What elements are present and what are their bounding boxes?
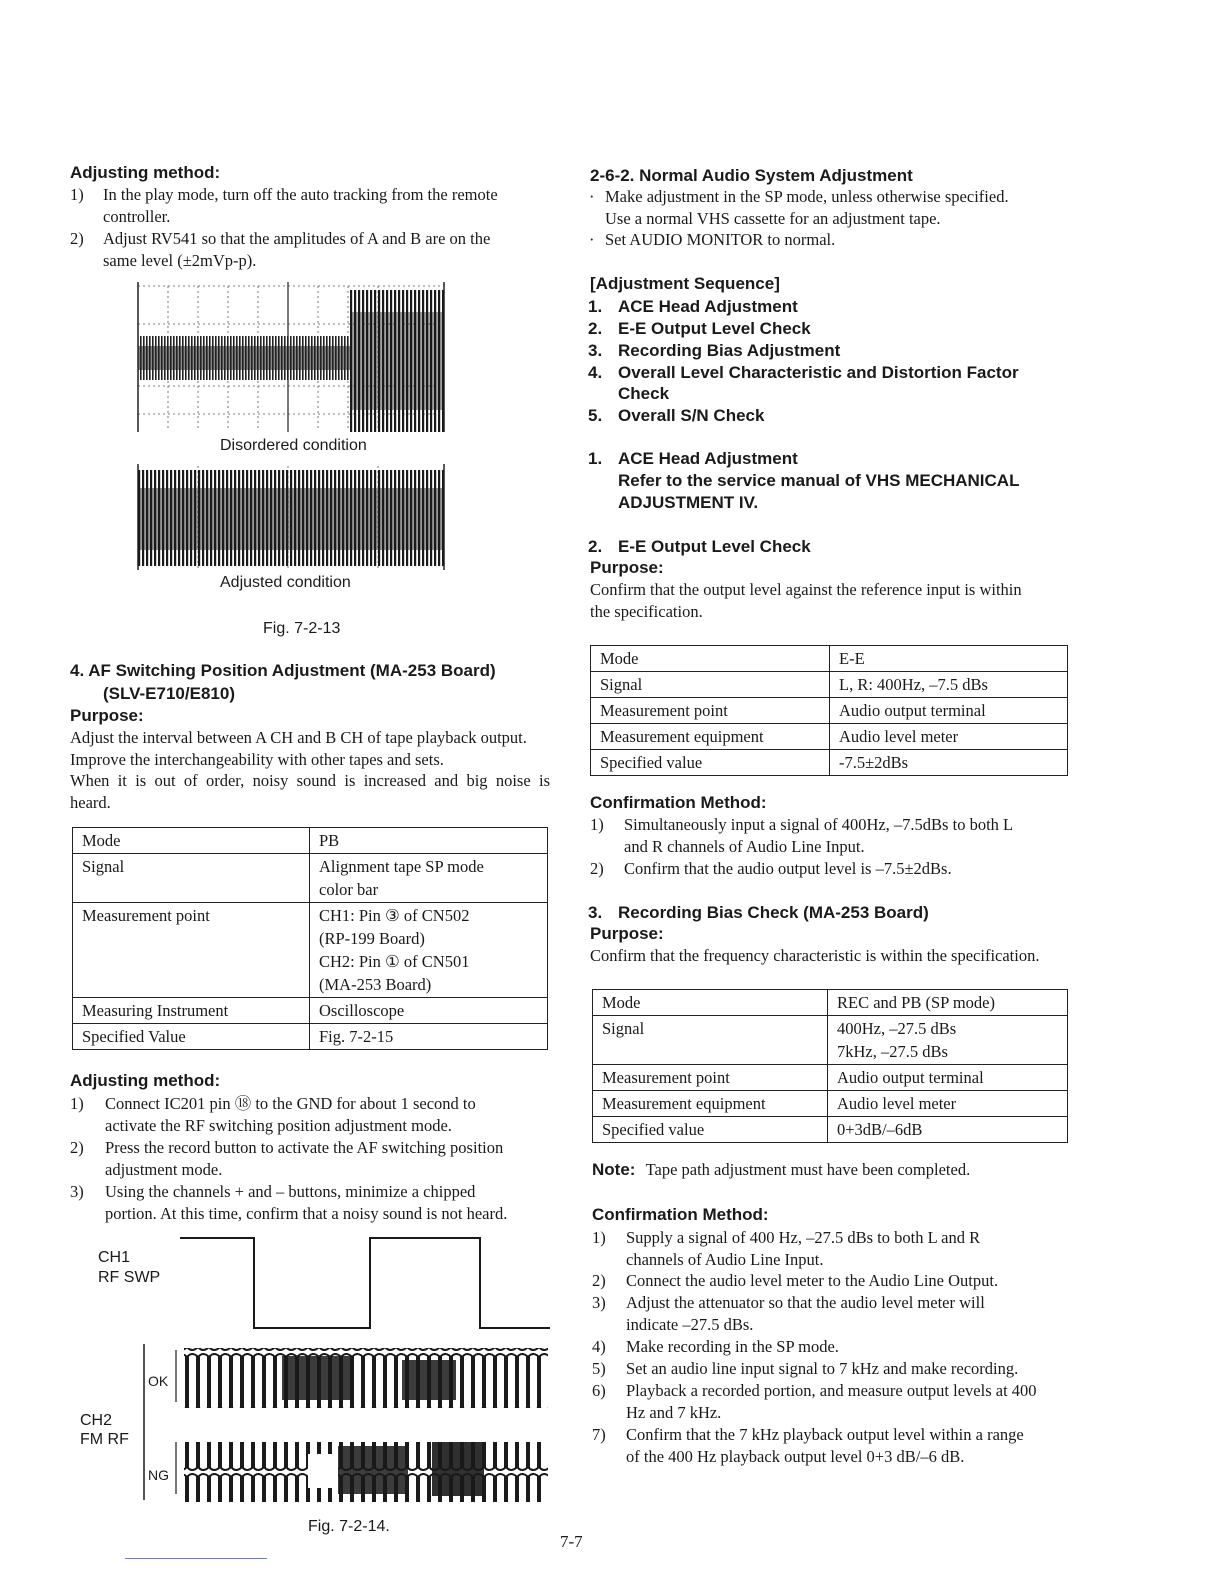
list-text: Simultaneously input a signal of 400Hz, –7.5dBs to both L: [624, 815, 1014, 834]
table-cell: Specified value: [593, 1117, 828, 1143]
list-number: 6): [592, 1381, 606, 1400]
list-number: 7): [592, 1425, 606, 1444]
adjusted-waveform: [134, 464, 448, 572]
cell-line: CH2: Pin ① of CN501: [319, 952, 470, 971]
cell-line: (MA-253 Board): [319, 975, 432, 994]
cell-line: (RP-199 Board): [319, 929, 425, 948]
table-cell: Audio level meter: [830, 724, 1068, 750]
table-row: [591, 672, 1068, 698]
fm-rf-label: FM RF: [80, 1431, 129, 1448]
af-switching-waveform: [132, 1232, 552, 1514]
table-cell: Measurement point: [591, 698, 830, 724]
cell-line: 7kHz, –27.5 dBs: [837, 1042, 948, 1061]
list-number: 2): [592, 1271, 606, 1290]
table-cell: Fig. 7-2-15: [310, 1024, 548, 1050]
table-cell: Audio output terminal: [828, 1065, 1068, 1091]
footer-rule: [125, 1558, 267, 1559]
table-cell: Measurement point: [593, 1065, 828, 1091]
purpose-text: [70, 727, 550, 813]
purpose-heading: Purpose:: [590, 558, 664, 577]
section-number: 1.: [588, 449, 603, 468]
ng-label: NG: [148, 1467, 169, 1483]
sequence-number: 1.: [588, 297, 603, 316]
table-cell: 0+3dB/–6dB: [828, 1117, 1068, 1143]
list-text: activate the RF switching position adjustment mode.: [105, 1115, 452, 1135]
table-row: [593, 1065, 1068, 1091]
disordered-label: Disordered condition: [220, 437, 367, 454]
table-cell: -7.5±2dBs: [830, 750, 1068, 776]
purpose-text: Confirm that the frequency characteristic is within the specification.: [590, 946, 1040, 965]
list-text: Press the record button to activate the AF switching position: [105, 1138, 504, 1157]
list-text: of the 400 Hz playback output level 0+3 dB/–6 dB.: [626, 1446, 965, 1466]
list-text: Make recording in the SP mode.: [626, 1337, 839, 1356]
list-text: In the play mode, turn off the auto tracking from the remote: [103, 185, 498, 204]
confirmation-heading: Confirmation Method:: [592, 1205, 769, 1224]
list-number: 2): [590, 859, 604, 878]
purpose-line: the specification.: [590, 601, 703, 621]
reference-text: Refer to the service manual of VHS MECHANICAL: [618, 471, 1020, 490]
note-item: [588, 186, 1068, 208]
ok-label: OK: [148, 1373, 169, 1389]
note-label: Note:: [592, 1160, 636, 1179]
list-text: Adjust RV541 so that the amplitudes of A and B are on the: [103, 229, 491, 248]
table-cell: [310, 854, 548, 903]
figure-caption: Fig. 7-2-14.: [308, 1518, 390, 1535]
table-cell: Oscilloscope: [310, 998, 548, 1024]
table-cell: REC and PB (SP mode): [828, 990, 1068, 1016]
sequence-number: 4.: [588, 363, 603, 382]
table-cell: Measurement point: [73, 903, 310, 998]
notes-list: [588, 186, 1068, 251]
reference-text: ADJUSTMENT IV.: [618, 493, 759, 512]
note-text: Use a normal VHS cassette for an adjustment tape.: [605, 208, 941, 228]
ee-spec-table: [590, 645, 1068, 776]
note-text: Set AUDIO MONITOR to normal.: [605, 230, 836, 249]
table-cell: Signal: [593, 1016, 828, 1065]
table-cell: Signal: [591, 672, 830, 698]
rf-swp-label: RF SWP: [98, 1269, 161, 1286]
list-text: Confirm that the 7 kHz playback output level within a range: [626, 1425, 1024, 1444]
table-cell: Mode: [593, 990, 828, 1016]
confirmation-heading: Confirmation Method:: [590, 793, 767, 812]
purpose-heading: Purpose:: [590, 924, 664, 943]
list-text: Connect the audio level meter to the Audio Line Output.: [626, 1271, 999, 1290]
table-row: [593, 1091, 1068, 1117]
purpose-text: [590, 579, 1068, 622]
cell-line: color bar: [319, 880, 379, 899]
purpose-line: When it is out of order, noisy sound is increased and big noise is: [70, 771, 550, 790]
table-cell: Specified value: [591, 750, 830, 776]
list-text: indicate –27.5 dBs.: [626, 1314, 754, 1334]
disordered-waveform: [134, 282, 448, 434]
bullet-icon: ·: [589, 230, 595, 249]
section-number: 3.: [588, 903, 603, 922]
list-number: 1): [590, 815, 604, 834]
figure-caption: Fig. 7-2-13: [263, 620, 341, 637]
cell-line: CH1: Pin ③ of CN502: [319, 906, 470, 925]
purpose-line: Confirm that the output level against the reference input is within: [590, 580, 1022, 599]
list-text: Using the channels + and – buttons, minimize a chipped: [105, 1182, 476, 1201]
purpose-line: Adjust the interval between A CH and B CH of tape playback output.: [70, 728, 527, 747]
note-text: Tape path adjustment must have been completed.: [645, 1160, 971, 1179]
list-text: Supply a signal of 400 Hz, –27.5 dBs to both L and R: [626, 1228, 981, 1247]
note: [592, 1160, 970, 1180]
list-number: 1): [70, 1094, 84, 1113]
list-number: 2): [70, 1138, 84, 1157]
af-switching-spec-table: [72, 827, 548, 1050]
section-text: ACE Head Adjustment: [618, 449, 798, 468]
adjusted-label: Adjusted condition: [220, 574, 351, 591]
list-number: 3): [70, 1182, 84, 1201]
section-number: 2.: [588, 537, 603, 556]
list-text: controller.: [103, 206, 171, 226]
section-text: Recording Bias Check (MA-253 Board): [618, 903, 929, 922]
note-item: [588, 208, 1068, 230]
list-number: 4): [592, 1337, 606, 1356]
section-4-subheading: (SLV-E710/E810): [103, 684, 235, 703]
list-text: Adjust the attenuator so that the audio level meter will: [626, 1293, 985, 1312]
purpose-heading: Purpose:: [70, 706, 144, 725]
list-number: 3): [592, 1293, 606, 1312]
list-text: Playback a recorded portion, and measure output levels at 400: [626, 1381, 1037, 1400]
bullet-icon: ·: [589, 187, 595, 206]
purpose-line: Improve the interchangeability with other tapes and sets.: [70, 749, 444, 769]
table-row: [73, 854, 548, 903]
note-text: Make adjustment in the SP mode, unless otherwise specified.: [605, 187, 1009, 206]
table-cell: Measurement equipment: [593, 1091, 828, 1117]
section-title: 2-6-2. Normal Audio System Adjustment: [590, 166, 913, 185]
sequence-text: Overall S/N Check: [618, 406, 765, 425]
table-row: [73, 903, 548, 998]
table-row: [73, 1024, 548, 1050]
sequence-text: E-E Output Level Check: [618, 319, 811, 338]
table-cell: E-E: [830, 646, 1068, 672]
note-item: [588, 229, 1068, 251]
table-row: [593, 1117, 1068, 1143]
list-number: 5): [592, 1359, 606, 1378]
list-text: portion. At this time, confirm that a noisy sound is not heard.: [105, 1203, 508, 1223]
ch1-label: CH1: [98, 1249, 131, 1266]
sequence-number: 2.: [588, 319, 603, 338]
sequence-text: ACE Head Adjustment: [618, 297, 798, 316]
table-row: [591, 646, 1068, 672]
table-cell: Specified Value: [73, 1024, 310, 1050]
sequence-number: 5.: [588, 406, 603, 425]
list-text: Set an audio line input signal to 7 kHz and make recording.: [626, 1359, 1019, 1378]
purpose-line: heard.: [70, 792, 111, 812]
table-cell: Signal: [73, 854, 310, 903]
table-row: [591, 698, 1068, 724]
sequence-text: Recording Bias Adjustment: [618, 341, 841, 360]
table-cell: [310, 903, 548, 998]
adjusting-method-heading: Adjusting method:: [70, 1071, 221, 1090]
table-row: [73, 998, 548, 1024]
table-cell: PB: [310, 828, 548, 854]
table-cell: Audio level meter: [828, 1091, 1068, 1117]
table-row: [593, 990, 1068, 1016]
list-text: Hz and 7 kHz.: [626, 1402, 722, 1422]
table-row: [73, 828, 548, 854]
table-cell: L, R: 400Hz, –7.5 dBs: [830, 672, 1068, 698]
page-number: 7-7: [560, 1532, 583, 1551]
table-cell: Measuring Instrument: [73, 998, 310, 1024]
adjusting-method-heading: Adjusting method:: [70, 163, 221, 182]
list-text: and R channels of Audio Line Input.: [624, 836, 865, 856]
sequence-text: Overall Level Characteristic and Distortion Factor: [618, 363, 1019, 382]
list-number: 1): [70, 185, 84, 204]
list-text: adjustment mode.: [105, 1159, 223, 1179]
list-text: Confirm that the audio output level is –7.5±2dBs.: [624, 859, 952, 878]
table-cell: [828, 1016, 1068, 1065]
list-text: same level (±2mVp-p).: [103, 250, 257, 270]
table-cell: Measurement equipment: [591, 724, 830, 750]
table-cell: Mode: [73, 828, 310, 854]
cell-line: Alignment tape SP mode: [319, 857, 484, 876]
list-number: 2): [70, 229, 84, 248]
section-text: E-E Output Level Check: [618, 537, 811, 556]
table-cell: Audio output terminal: [830, 698, 1068, 724]
ch2-label: CH2: [80, 1412, 113, 1429]
list-text: Connect IC201 pin ⑱ to the GND for about 1 second to: [105, 1094, 476, 1113]
sequence-text: Check: [618, 384, 670, 403]
table-cell: Mode: [591, 646, 830, 672]
list-text: channels of Audio Line Input.: [626, 1249, 824, 1269]
cell-line: 400Hz, –27.5 dBs: [837, 1019, 957, 1038]
sequence-number: 3.: [588, 341, 603, 360]
table-row: [593, 1016, 1068, 1065]
table-row: [591, 750, 1068, 776]
bias-spec-table: [592, 989, 1068, 1143]
sequence-heading: [Adjustment Sequence]: [590, 274, 780, 293]
list-number: 1): [592, 1228, 606, 1247]
section-4-heading: 4. AF Switching Position Adjustment (MA-253 Board): [70, 661, 496, 680]
table-row: [591, 724, 1068, 750]
